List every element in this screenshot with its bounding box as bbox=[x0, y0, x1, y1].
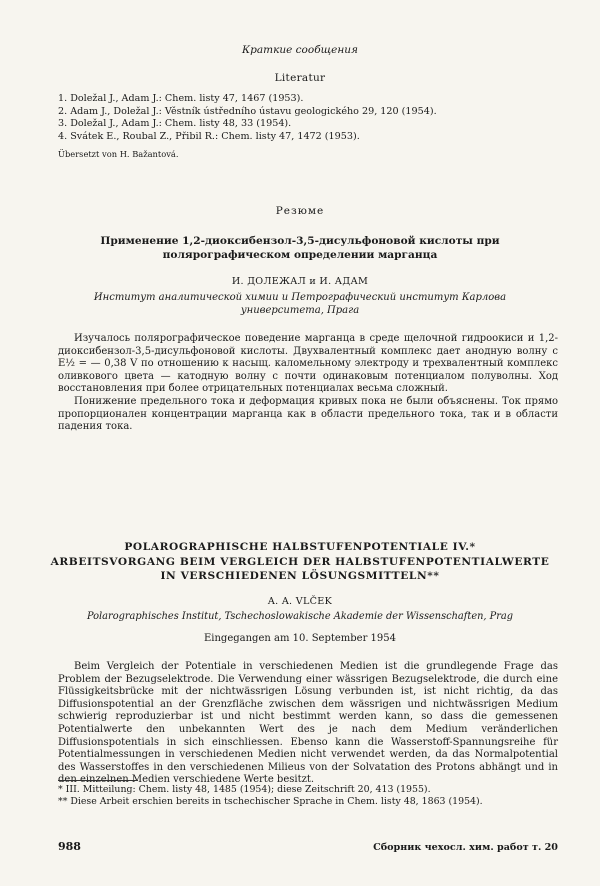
resume-authors: И. ДОЛЕЖАЛ и И. АДАМ bbox=[231, 276, 369, 287]
article-title-line: ARBEITSVORGANG BEIM VERGLEICH DER HALBSTUFENPOTENTIALWERTE bbox=[50, 555, 550, 568]
page-number: 988 bbox=[58, 840, 81, 853]
article-title-line: POLAROGRAPHISCHE HALBSTUFENPOTENTIALE IV.* bbox=[124, 541, 476, 553]
article-title-line: IN VERSCHIEDENEN LÖSUNGSMITTELN** bbox=[160, 570, 440, 582]
article-author: A. A. VLČEK bbox=[267, 596, 333, 607]
reference-item: 3. Doležal J., Adam J.: Chem. listy 48, 33 (1954). bbox=[58, 118, 292, 130]
footnotes bbox=[58, 784, 558, 808]
resume-institute-line: университета, Прага bbox=[240, 305, 360, 317]
article-institute: Polarographisches Institut, Tschechoslowakische Akademie der Wissenschaften, Prag bbox=[86, 611, 514, 622]
reference-item: 1. Doležal J., Adam J.: Chem. listy 47, 1467 (1953). bbox=[58, 93, 304, 104]
article-paragraph: Beim Vergleich der Potentiale in verschiedenen Medien ist die grundlegende Frage das Problem der Bezugselektrode. Die Verwendung einer wässrigen Bezugselektrode, die durch eine Flüssigkeitsbrücke mit der nichtwässrigen Lösung verbunden ist, ist nicht richtig, da das Diffusionspotential an der Grenzfläche zwischen dem wässrigen und nichtwässrigen Medium schwierig reproduzierbar ist und nicht bestimmt werden kann, so dass die gemessenen Potentialwerte den unbekannten Wert des je nach dem Medium veränderlichen Diffusionspotentials in sich einschliessen. Ebenso kann die Wasserstoff-Spannungsreihe für Potentialmessungen in verschiedenen Medien nicht verwendet werden, da das Normalpotential des Wasserstoffes in den verschiedenen Milieus von der Solvatation des Protons abhängt und in den einzelnen Medien verschiedene Werte besitzt. bbox=[58, 661, 558, 786]
literature-heading: Literatur bbox=[274, 72, 326, 84]
article-body bbox=[58, 661, 558, 787]
running-head: Краткие сообщения bbox=[242, 44, 358, 56]
article-received-date: Eingegangen am 10. September 1954 bbox=[203, 633, 397, 644]
footnote-item: * III. Mitteilung: Chem. listy 48, 1485 (1954); diese Zeitschrift 20, 413 (1955). bbox=[58, 784, 431, 795]
resume-title-line: Применение 1,2-диоксибензол-3,5-дисульфоновой кислоты при bbox=[100, 235, 500, 247]
journal-footer: Сборник чехосл. хим. работ т. 20 bbox=[373, 842, 558, 853]
resume-institute-line: Институт аналитической химии и Петрографический институт Карлова bbox=[93, 292, 507, 303]
article-title bbox=[30, 540, 570, 584]
resume-title-line: полярографическом определении марганца bbox=[162, 249, 438, 261]
resume-heading: Резюме bbox=[275, 205, 325, 217]
resume-paragraph: Понижение предельного тока и деформация кривых пока не были объяснены. Ток прямо пропорционален концентрации марганца как в области предельного тока, так и в области падения тока. bbox=[58, 395, 558, 433]
resume-institute bbox=[70, 291, 530, 317]
reference-item: 2. Adam J., Doležal J.: Věstník ústředního ústavu geologického 29, 120 (1954). bbox=[58, 105, 437, 117]
translator-note: Übersetzt von H. Bažantová. bbox=[58, 149, 179, 159]
resume-paragraph: Изучалось полярографическое поведение марганца в среде щелочной гидроокиси и 1,2-диоксибензол-3,5-дисульфоновой кислоты. Двухвалентный комплекс дает анодную волну с E½ = — 0,38 V по отношению к насыщ. каломельному электроду и трехвалентный комплекс оливкового цвета — катодную волну с почти одинаковым потенциалом полуволны. Ход восстановления при более отрицательных потенциалах весьма сложный. bbox=[58, 333, 558, 395]
footnote-divider bbox=[58, 780, 138, 781]
resume-paper-title bbox=[60, 234, 540, 262]
resume-body bbox=[58, 333, 558, 434]
reference-list bbox=[58, 93, 558, 143]
reference-item: 4. Svátek E., Roubal Z., Přibil R.: Chem. listy 47, 1472 (1953). bbox=[58, 130, 360, 142]
footnote-item: ** Diese Arbeit erschien bereits in tschechischer Sprache in Chem. listy 48, 1863 (1954). bbox=[58, 796, 483, 808]
